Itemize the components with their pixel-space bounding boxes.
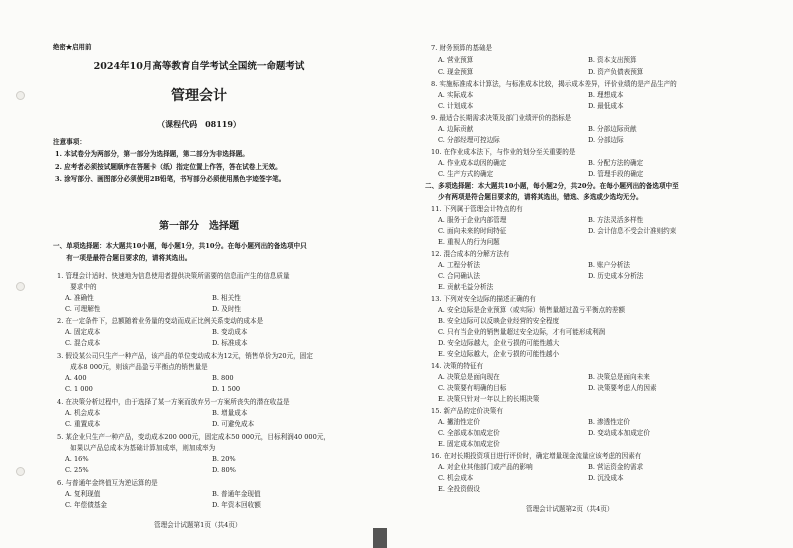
option: E. 贡献毛益分析法	[438, 283, 494, 291]
part-title: 第一部分 选择题	[159, 221, 239, 232]
option: D. 决策要考虑人的因素	[588, 384, 657, 392]
option: A. 边际贡献	[438, 125, 474, 133]
option: B. 变动成本	[212, 328, 248, 336]
binder-hole	[16, 467, 25, 476]
question-stem: 13. 下列对安全边际的描述正确的有	[431, 295, 536, 303]
option: B. 决策总是面向未来	[588, 373, 650, 381]
confidential-mark: 绝密★启用前	[53, 43, 92, 51]
page-footer: 管理会计试题第1页（共4页）	[154, 521, 242, 529]
option: B. 800	[212, 374, 234, 382]
question-stem: 15. 新产品的定价决策有	[431, 407, 503, 415]
question-stem: 要求中的	[57, 283, 97, 291]
option: A. 服务于企业内部管理	[438, 216, 507, 224]
question-stem: 16. 在对长期投资项目进行评价时，确定增量现金流量应该考虑的因素有	[431, 452, 642, 460]
option: B. 增量成本	[212, 409, 248, 417]
section-heading: 少有两项是符合题目要求的，请将其选出，错选、多选或少选均无分。	[425, 193, 643, 201]
option: E. 决策只针对一年以上的长期决策	[438, 395, 540, 403]
option: D. 可避免成本	[212, 420, 255, 428]
option: D. 最低成本	[588, 102, 624, 110]
binder-hole	[16, 282, 25, 291]
option: A. 准确性	[65, 294, 94, 302]
question-stem: 14. 决策的特征有	[431, 362, 484, 370]
option: C. 可理解性	[65, 305, 101, 313]
option: C. 机会成本	[438, 474, 474, 482]
option: C. 重置成本	[65, 420, 101, 428]
subject-title: 管理会计	[171, 88, 227, 104]
right-exam-page	[398, 0, 793, 548]
option: B. 分配方法的确定	[588, 159, 644, 167]
option: C. 决策要有明确的目标	[438, 384, 507, 392]
question-stem: 3. 假设某公司只生产一种产品，该产品的单位变动成本为12元，销售单价为20元，固定	[57, 352, 313, 360]
option: D. 80%	[212, 466, 236, 474]
option: B. 理想成本	[588, 91, 624, 99]
option: B. 普通年金现值	[212, 490, 261, 498]
question-stem: 9. 最适合长期需求决策及部门业绩评价的指标是	[431, 114, 572, 122]
option: A. 安全边际是企业预算（或实际）销售量超过盈亏平衡点的差额	[438, 306, 625, 314]
option: C. 合同确认法	[438, 272, 480, 280]
notes-title: 注意事项：	[53, 138, 86, 146]
option: D. 年资本回收额	[212, 501, 261, 509]
option: C. 生产方式的确定	[438, 170, 494, 178]
question-stem: 5. 某企业只生产一种产品，变动成本200 000元，固定成本50 000元，目标利润40 000元，	[57, 433, 331, 441]
option: C. 现金预算	[438, 68, 474, 76]
page-footer: 管理会计试题第2页（共4页）	[526, 505, 614, 513]
option: A. 机会成本	[65, 409, 101, 417]
note-line: 1. 本试卷分为两部分，第一部分为选择题，第二部分为非选择题。	[55, 150, 249, 158]
question-stem: 如果以产品总成本为基础计算加成率，则加成率为	[57, 444, 216, 452]
question-stem: 1. 管理会计适时、快速地为信息使用者提供决策所需要的信息而产生的信息质量	[57, 272, 290, 280]
question-stem: 成本8 000元，则该产品盈亏平衡点的销售量是	[57, 363, 208, 371]
option: C. 全部成本加成定价	[438, 429, 500, 437]
option: D. 历史成本分析法	[588, 272, 644, 280]
option: A. 固定成本	[65, 328, 101, 336]
option: B. 分部边际贡献	[588, 125, 637, 133]
option: B. 20%	[212, 455, 236, 463]
option: A. 作业成本动因的确定	[438, 159, 507, 167]
option: B. 营运资金的需求	[588, 463, 644, 471]
option: C. 面向未来的时间特征	[438, 227, 507, 235]
option: C. 分部经理可控边际	[438, 136, 500, 144]
option: C. 年偿债基金	[65, 501, 107, 509]
option: B. 方法灵活多样性	[588, 216, 644, 224]
question-stem: 4. 在决策分析过程中，由于选择了某一方案而放弃另一方案所丧失的潜在收益是	[57, 398, 290, 406]
option: D. 沉没成本	[588, 474, 624, 482]
course-code: （课程代码 08119）	[157, 119, 241, 129]
section-heading: 有一项是最符合题目要求的，请将其选出。	[53, 254, 192, 262]
option: A. 营业预算	[438, 56, 474, 64]
option: A. 复利现值	[65, 490, 101, 498]
option: A. 实际成本	[438, 91, 474, 99]
scan-binding-mark	[373, 528, 387, 548]
option: B. 资本支出预算	[588, 56, 637, 64]
option: E. 全投资假设	[438, 485, 480, 493]
option: B. 渗透性定价	[588, 418, 631, 426]
option: C. 只有当企业的销售量超过安全边际，才有可能形成利润	[438, 328, 606, 336]
option: B. 安全边际可以反映企业经营的安全程度	[438, 317, 560, 325]
option: A. 撇油性定价	[438, 418, 480, 426]
question-stem: 11. 下列属于管理会计特点的有	[431, 205, 523, 213]
option: D. 会计信息不受会计准则约束	[588, 227, 677, 235]
option: D. 标准成本	[212, 339, 248, 347]
question-stem: 8. 实施标准成本计算法，与标准成本比较，揭示成本差异，评价业绩的是产品生产的	[431, 80, 677, 88]
question-stem: 2. 在一定条件下，总额随着业务量的变动而成正比例关系变动的成本是	[57, 317, 264, 325]
option: C. 1 000	[65, 385, 93, 393]
option: B. 账户分析法	[588, 261, 631, 269]
section-heading: 二、多项选择题：本大题共10小题，每小题2分，共20分。在每小题列出的备选项中至	[425, 182, 679, 190]
question-stem: 6. 与普通年金终值互为逆运算的是	[57, 479, 158, 487]
question-stem: 10. 在作业成本法下，与作业的划分至关重要的是	[431, 148, 576, 156]
section-heading: 一、单项选择题：本大题共10小题，每小题1分，共10分。在每小题列出的备选项中只	[53, 242, 307, 250]
question-stem: 7. 财务预算的基础是	[431, 44, 493, 52]
option: C. 混合成本	[65, 339, 101, 347]
option: A. 400	[65, 374, 87, 382]
exam-title: 2024年10月高等教育自学考试全国统一命题考试	[93, 61, 305, 72]
option: D. 1 500	[212, 385, 241, 393]
option: C. 25%	[65, 466, 89, 474]
option: D. 变动成本加成定价	[588, 429, 650, 437]
option: A. 决策总是面向现在	[438, 373, 500, 381]
question-stem: 12. 混合成本的分解方法有	[431, 250, 510, 258]
option: E. 固定成本加成定价	[438, 440, 500, 448]
option: A. 16%	[65, 455, 89, 463]
option: A. 工程分析法	[438, 261, 480, 269]
option: D. 资产负债表预算	[588, 68, 644, 76]
option: E. 重视人的行为问题	[438, 238, 500, 246]
option: D. 分部边际	[588, 136, 624, 144]
option: D. 管理手段的确定	[588, 170, 644, 178]
option: B. 相关性	[212, 294, 241, 302]
note-line: 2. 应考者必须按试题顺序在答题卡（纸）指定位置上作答，答在试卷上无效。	[55, 163, 282, 171]
option: D. 安全边际越大，企业亏损的可能性越大	[438, 339, 560, 347]
option: C. 计划成本	[438, 102, 474, 110]
note-line: 3. 涂写部分、画图部分必须使用2B铅笔，书写部分必须使用黑色字迹签字笔。	[55, 175, 286, 183]
option: A. 对企业其他部门或产品的影响	[438, 463, 533, 471]
option: E. 安全边际越大，企业亏损的可能性越小	[438, 350, 560, 358]
option: D. 及时性	[212, 305, 242, 313]
